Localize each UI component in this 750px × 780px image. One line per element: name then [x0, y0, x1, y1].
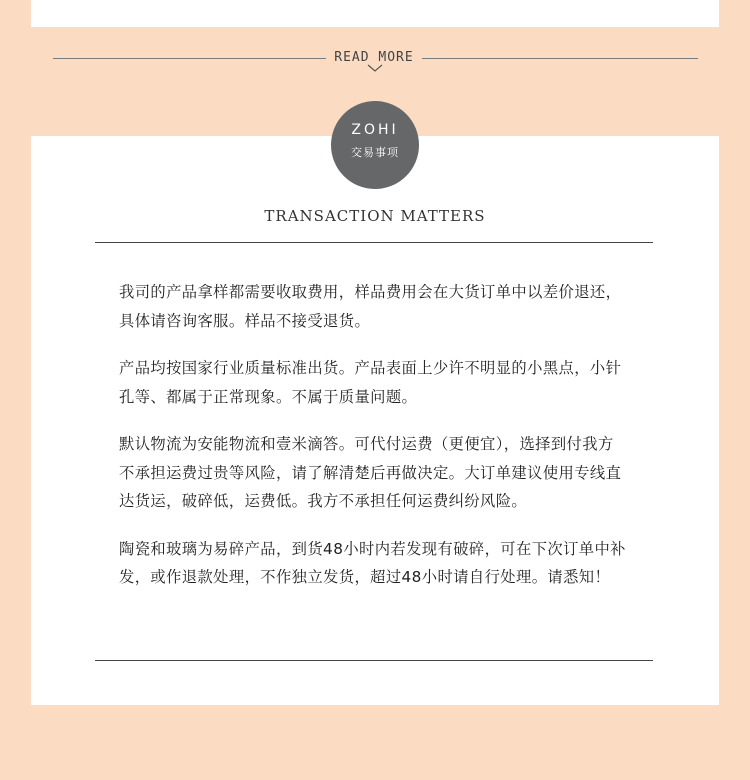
chevron-down-icon	[367, 63, 383, 73]
brand-badge	[331, 101, 419, 189]
paragraph-samples: 我司的产品拿样都需要收取费用，样品费用会在大货订单中以差价退还，具体请咨询客服。样品不接受退货。	[119, 283, 622, 330]
top-rule	[95, 242, 653, 243]
divider-line-left	[53, 58, 326, 59]
paragraph-logistics: 默认物流为安能物流和壹米滴答。可代付运费（更便宜），选择到付我方不承担运费过贵等风险，请了解清楚后再做决定。大订单建议使用专线直达货运，破碎低，运费低。我方不承担任何运费纠纷风险。	[119, 435, 622, 510]
paragraph-breakage: 陶瓷和玻璃为易碎产品，到货48小时内若发现有破碎，可在下次订单中补发，或作退款处理，不作独立发货，超过48小时请自行处理。请悉知！	[119, 539, 626, 586]
paragraph-quality: 产品均按国家行业质量标准出货。产品表面上少许不明显的小黑点，小针孔等、都属于正常现象。不属于质量问题。	[119, 359, 622, 406]
read-more-label[interactable]: READ MORE	[334, 50, 414, 65]
divider-line-right	[422, 58, 698, 59]
section-title: TRANSACTION MATTERS	[264, 207, 486, 225]
read-more-divider	[53, 46, 698, 76]
badge-brand: ZOHI	[351, 122, 399, 138]
badge-subtitle: 交易事项	[351, 146, 399, 159]
content-body	[119, 278, 629, 611]
bottom-rule	[95, 660, 653, 661]
top-card	[31, 0, 719, 27]
